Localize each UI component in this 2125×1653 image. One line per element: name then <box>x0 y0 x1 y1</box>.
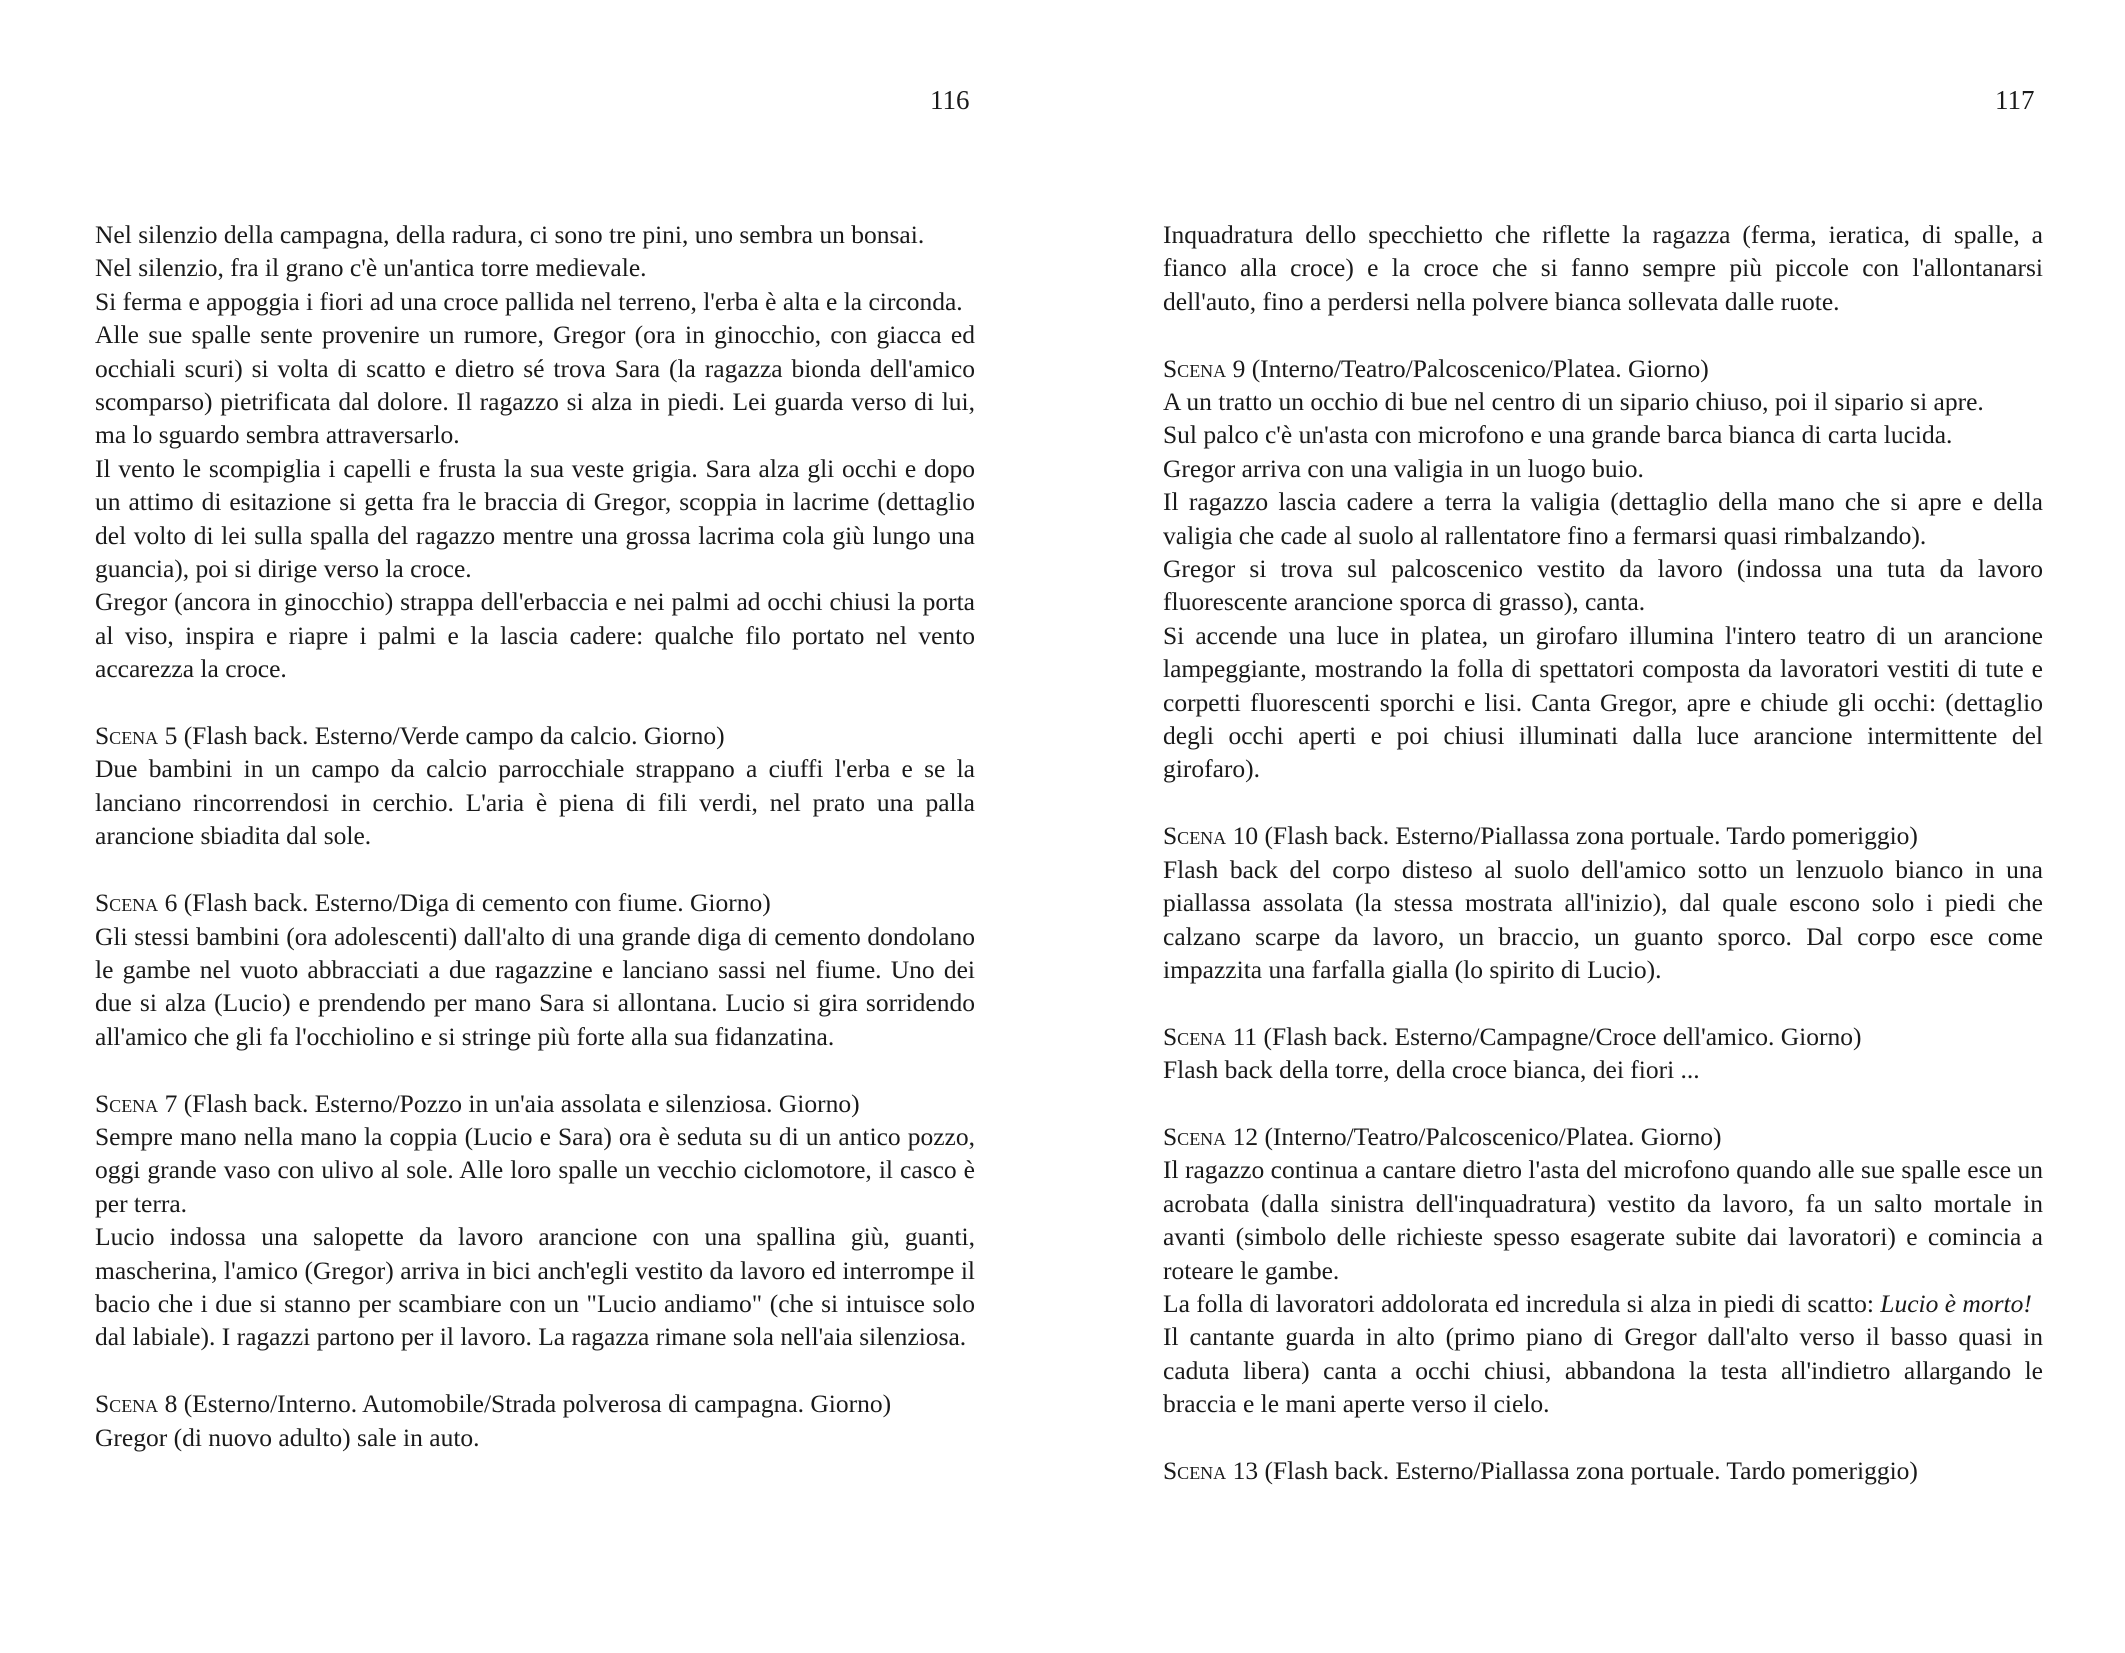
scene-heading-text: 11 (Flash back. Esterno/Campagne/Croce dell'amico. Giorno) <box>1226 1021 1862 1051</box>
paragraph: Alle sue spalle sente provenire un rumore, Gregor (ora in ginocchio, con giacca ed occhiali scuri) si volta di scatto e dietro sé trova Sara (la ragazza bionda dell'amico scomparso) pietrificata dal dolore. Il ragazzo si alza in piedi. Lei guarda verso di lui, ma lo sguardo sembra attraversarlo. <box>95 320 975 450</box>
scene-9-heading <box>1163 352 2043 385</box>
scene-label: Scena <box>1163 353 1227 383</box>
scene-5-text: Due bambini in un campo da calcio parrocchiale strappano a ciuffi l'erba e se la lanciano rincorrendosi in cerchio. L'aria è piena di fili verdi, nel prato una palla arancione sbiadita dal sole. <box>95 754 975 851</box>
scene-12-text-2 <box>1163 1287 2043 1320</box>
scene-8-heading <box>95 1387 975 1420</box>
scene-6-heading <box>95 886 975 919</box>
scene-12-text-2-plain: La folla di lavoratori addolorata ed incredula si alza in piedi di scatto: <box>1163 1288 1881 1318</box>
scene-9-line: Gregor arriva con una valigia in un luogo buio. <box>1163 453 1644 483</box>
right-page <box>1062 0 2125 1653</box>
scene-8-text: Gregor (di nuovo adulto) sale in auto. <box>95 1422 480 1452</box>
scene-heading-text: 7 (Flash back. Esterno/Pozzo in un'aia assolata e silenziosa. Giorno) <box>158 1088 860 1118</box>
scene-9-line: Il ragazzo lascia cadere a terra la valigia (dettaglio della mano che si apre e della valigia che cade al suolo al rallentatore fino a fermarsi quasi rimbalzando). <box>1163 487 2043 550</box>
paragraph: Nel silenzio, fra il grano c'è un'antica torre medievale. <box>95 253 647 283</box>
page-number-right: 117 <box>1995 85 2035 115</box>
scene-label: Scena <box>95 888 159 918</box>
paragraph: Si ferma e appoggia i fiori ad una croce pallida nel terreno, l'erba è alta e la circonda. <box>95 286 963 316</box>
scene-10-text: Flash back del corpo disteso al suolo dell'amico sotto un lenzuolo bianco in una piallassa assolata (la stessa mostrata all'inizio), dal quale escono solo i piedi che calzano scarpe da lavoro, un braccio, un guanto sporco. Dal corpo esce come impazzita una farfalla gialla (lo spirito di Lucio). <box>1163 854 2043 984</box>
scene-7-text-1: Sempre mano nella mano la coppia (Lucio e Sara) ora è seduta su di un antico pozzo, oggi grande vaso con ulivo al sole. Alle loro spalle un vecchio ciclomotore, il casco è per terra. <box>95 1121 975 1218</box>
scene-heading-text: 5 (Flash back. Esterno/Verde campo da calcio. Giorno) <box>158 721 725 751</box>
scene-11-heading <box>1163 1020 2043 1053</box>
paragraph: Inquadratura dello specchietto che riflette la ragazza (ferma, ieratica, di spalle, a fianco alla croce) e la croce che si fanno sempre più piccole con l'allontanarsi dell'auto, fino a perdersi nella polvere bianca sollevata dalle ruote. <box>1163 220 2043 316</box>
scene-label: Scena <box>95 721 159 751</box>
scene-label: Scena <box>1163 1455 1227 1485</box>
scene-12-text-3: Il cantante guarda in alto (primo piano di Gregor dall'alto verso il basso quasi in caduta libera) canta a occhi chiusi, abbandona la testa all'indietro allargando le braccia e le mani aperte verso il cielo. <box>1163 1322 2043 1419</box>
right-page-text <box>1163 218 2043 1487</box>
left-page-text <box>95 218 975 1454</box>
scene-label: Scena <box>1163 821 1227 851</box>
scene-12-text-1: Il ragazzo continua a cantare dietro l'asta del microfono quando alle sue spalle esce un acrobata (dalla sinistra dell'inquadratura) vestito da lavoro, fa un salto mortale in avanti (simbolo delle richieste spesso esagerate subite dai lavoratori) e comincia a roteare le gambe. <box>1163 1155 2043 1285</box>
scene-label: Scena <box>95 1088 159 1118</box>
scene-label: Scena <box>1163 1121 1227 1151</box>
scene-12-text-2-italic: Lucio è morto! <box>1880 1288 2032 1318</box>
scene-6-text: Gli stessi bambini (ora adolescenti) dall'alto di una grande diga di cemento dondolano le gambe nel vuoto abbracciati a due ragazzine e lanciano sassi nel fiume. Uno dei due si alza (Lucio) e prendendo per mano Sara si allontana. Lucio si gira sorridendo all'amico che gli fa l'occhiolino e si stringe più forte alla sua fidanzatina. <box>95 921 975 1051</box>
scene-heading-text: 9 (Interno/Teatro/Palcoscenico/Platea. Giorno) <box>1226 353 1709 383</box>
scene-5-heading <box>95 719 975 752</box>
scene-heading-text: 6 (Flash back. Esterno/Diga di cemento con fiume. Giorno) <box>158 888 771 918</box>
scene-9-line: Si accende una luce in platea, un girofaro illumina l'intero teatro di un arancione lampeggiante, mostrando la folla di spettatori composta da lavoratori vestiti di tute e corpetti fluorescenti sporchi e lisi. Canta Gregor, apre e chiude gli occhi: (dettaglio degli occhi aperti e poi chiusi illuminati dalla luce arancione intermittente del girofaro). <box>1163 620 2043 784</box>
left-page <box>0 0 1062 1653</box>
scene-13-heading <box>1163 1454 2043 1487</box>
scene-9-line: A un tratto un occhio di bue nel centro di un sipario chiuso, poi il sipario si apre. <box>1163 387 1984 417</box>
paragraph: Nel silenzio della campagna, della radura, ci sono tre pini, uno sembra un bonsai. <box>95 220 925 249</box>
scene-12-heading <box>1163 1120 2043 1153</box>
scene-heading-text: 12 (Interno/Teatro/Palcoscenico/Platea. Giorno) <box>1226 1121 1722 1151</box>
scene-label: Scena <box>95 1389 159 1419</box>
page-number-left: 116 <box>930 85 970 115</box>
scene-heading-text: 8 (Esterno/Interno. Automobile/Strada polverosa di campagna. Giorno) <box>158 1389 892 1419</box>
scene-heading-text: 13 (Flash back. Esterno/Piallassa zona portuale. Tardo pomeriggio) <box>1226 1455 1918 1485</box>
scene-7-heading <box>95 1087 975 1120</box>
scene-11-text: Flash back della torre, della croce bianca, dei fiori ... <box>1163 1055 1700 1085</box>
scene-label: Scena <box>1163 1021 1227 1051</box>
scene-7-text-2: Lucio indossa una salopette da lavoro arancione con una spallina giù, guanti, mascherina, l'amico (Gregor) arriva in bici anch'egli vestito da lavoro ed interrompe il bacio che i due si stanno per scambiare con un "Lucio andiamo" (che si intuisce solo dal labiale). I ragazzi partono per il lavoro. La ragazza rimane sola nell'aia silenziosa. <box>95 1222 975 1352</box>
scene-10-heading <box>1163 819 2043 852</box>
scene-heading-text: 10 (Flash back. Esterno/Piallassa zona portuale. Tardo pomeriggio) <box>1226 821 1918 851</box>
scene-9-line: Sul palco c'è un'asta con microfono e una grande barca bianca di carta lucida. <box>1163 420 1953 450</box>
scene-9-line: Gregor si trova sul palcoscenico vestito da lavoro (indossa una tuta da lavoro fluorescente arancione sporca di grasso), canta. <box>1163 554 2043 617</box>
paragraph: Gregor (ancora in ginocchio) strappa dell'erbaccia e nei palmi ad occhi chiusi la porta al viso, inspira e riapre i palmi e la lascia cadere: qualche filo portato nel vento accarezza la croce. <box>95 587 975 684</box>
paragraph: Il vento le scompiglia i capelli e frusta la sua veste grigia. Sara alza gli occhi e dopo un attimo di esitazione si getta fra le braccia di Gregor, scoppia in lacrime (dettaglio del volto di lei sulla spalla del ragazzo mentre una grossa lacrima cola giù lungo una guancia), poi si dirige verso la croce. <box>95 453 975 584</box>
